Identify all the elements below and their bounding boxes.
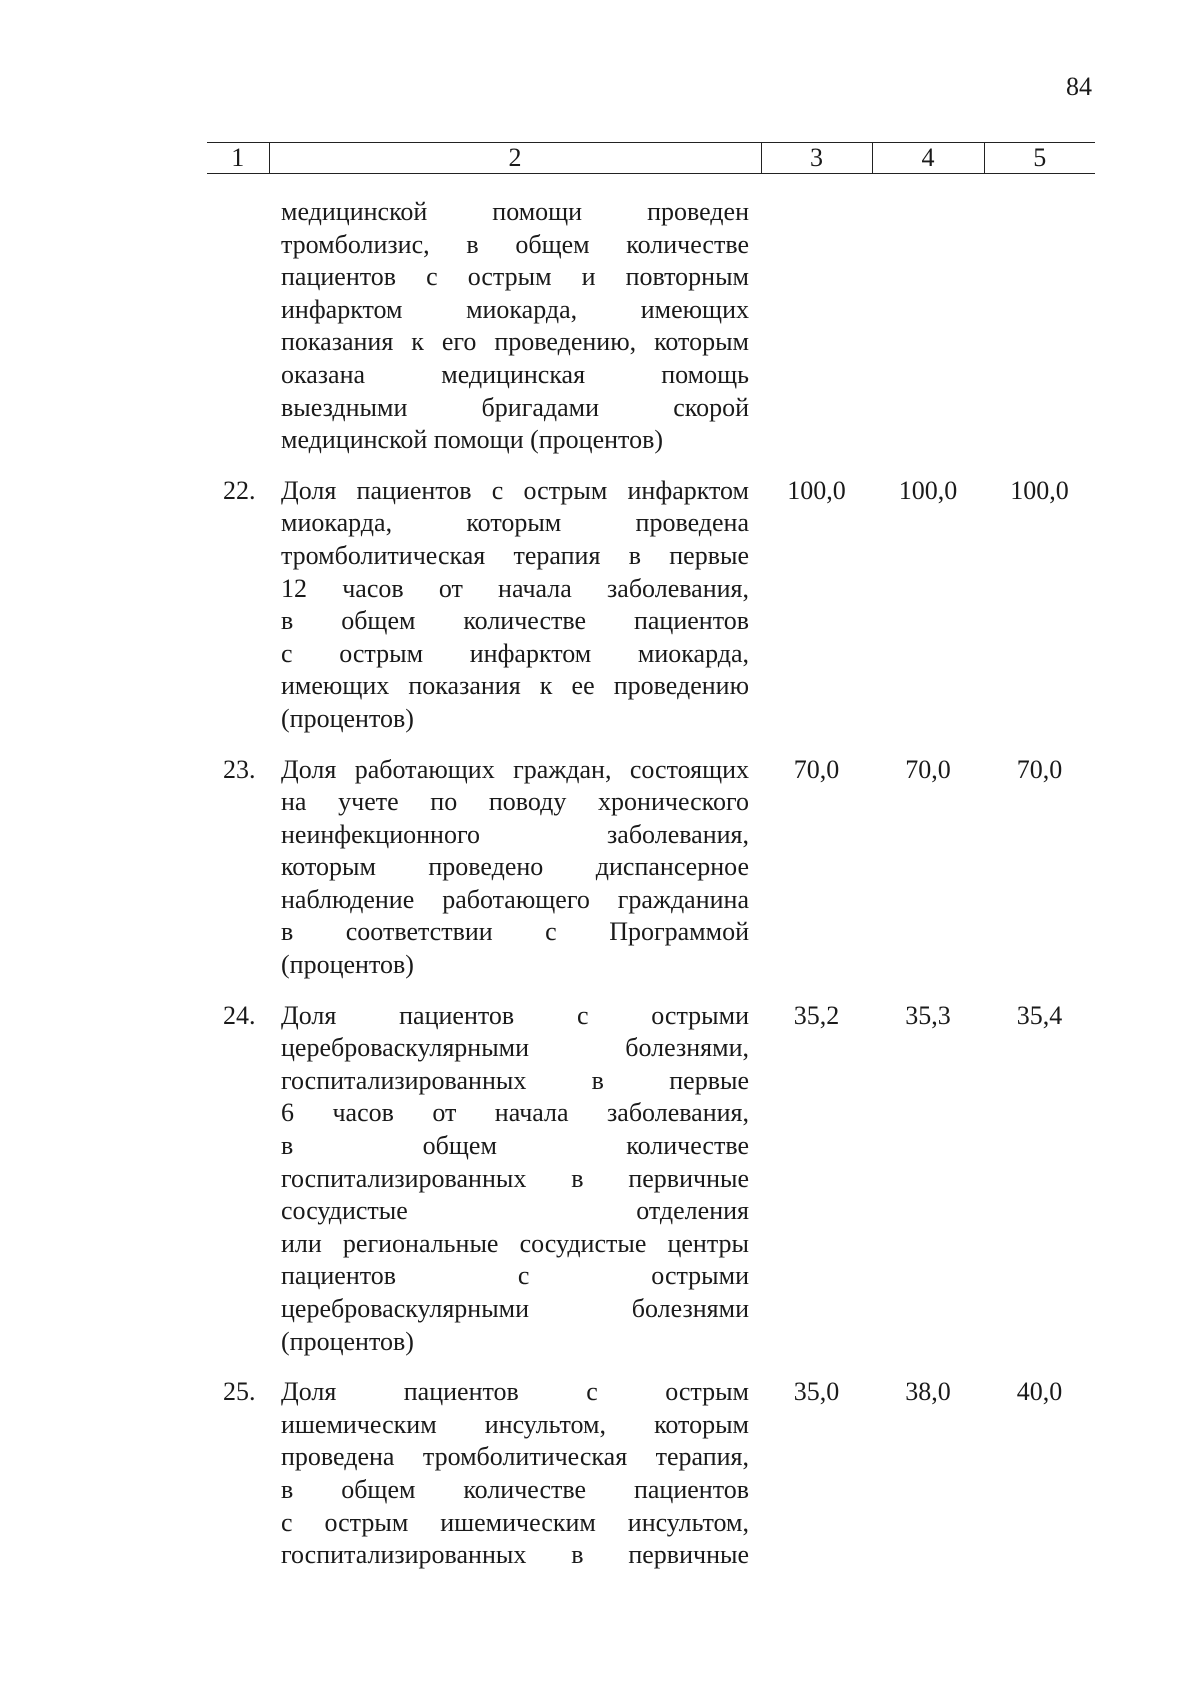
description-line-last: (процентов) [281,950,414,980]
description-line: наблюдение работающего гражданина [281,884,749,914]
description-line: госпитализированных в первичные [281,1540,749,1570]
table-row [207,1000,1095,1377]
row-number: 23. [223,754,256,784]
row-number: 24. [223,1000,256,1030]
description-line: 6 часов от начала заболевания, [281,1098,749,1128]
header-col-2: 2 [269,143,761,174]
description-line: пациентов с острым и повторным [281,262,749,292]
description-line: которым проведено диспансерное [281,852,749,882]
description-line: Доля работающих граждан, состоящих [281,754,749,784]
description-line: в соответствии с Программой [281,917,749,947]
value-col-5: 40,0 [1016,1377,1063,1407]
description-line: на учете по поводу хронического [281,787,749,817]
value-col-4: 100,0 [898,475,958,505]
value-col-4 [872,174,984,475]
description-line: тромболизис, в общем количестве [281,229,749,259]
description-line: госпитализированных в первые [281,1065,749,1095]
row-number [207,174,269,475]
description-line: цереброваскулярными болезнями [281,1294,749,1323]
description-line: Доля пациентов с острым [281,1377,749,1407]
description-line: с острым ишемическим инсультом, [281,1507,749,1537]
value-col-4: 38,0 [905,1377,951,1407]
value-col-5: 70,0 [1016,754,1063,784]
description-line: или региональные сосудистые центры [281,1228,749,1258]
value-col-5 [984,174,1095,475]
value-col-4: 35,3 [905,1000,951,1030]
value-col-3 [761,174,872,475]
description-line: с острым инфарктом миокарда, [281,638,749,668]
header-col-5: 5 [984,143,1095,174]
description-line: пациентов с острыми [281,1261,749,1291]
value-col-5: 100,0 [1010,475,1069,505]
header-col-4: 4 [872,143,984,174]
description-line: ишемическим инсультом, которым [281,1409,749,1439]
description-line: в общем количестве пациентов [281,1474,749,1504]
description-line: 12 часов от начала заболевания, [281,573,749,603]
description-line: оказана медицинская помощь [281,359,749,389]
description-line: проведена тромболитическая терапия, [281,1442,749,1472]
description-line: миокарда, которым проведена [281,508,749,538]
description-line: сосудистые отделения [281,1196,749,1226]
row-description [269,1000,761,1377]
value-col-5: 35,4 [1016,1000,1063,1030]
page-number: 84 [1066,72,1092,101]
description-line: показания к его проведению, которым [281,327,749,357]
table-row-continuation [207,174,1095,475]
row-description [269,754,761,1000]
description-line: Доля пациентов с острыми [281,1000,749,1030]
table-row [207,1376,1095,1590]
header-col-3: 3 [761,143,872,174]
description-line: тромболитическая терапия в первые [281,540,749,570]
description-line: госпитализированных в первичные [281,1163,749,1193]
description-line: Доля пациентов с острым инфарктом [281,475,749,505]
table-row [207,475,1095,754]
row-number: 22. [223,475,256,505]
header-col-1: 1 [207,143,269,174]
value-col-3: 70,0 [793,754,840,784]
description-line: в общем количестве пациентов [281,606,749,636]
description-line: неинфекционного заболевания, [281,819,749,849]
description-line: медицинской помощи проведен [281,197,749,226]
table-header-row [207,143,1095,174]
description-line-last: (процентов) [281,1326,414,1356]
description-line: выездными бригадами скорой [281,392,749,422]
value-col-3: 35,0 [793,1377,840,1407]
description-line: имеющих показания к ее проведению [281,671,749,701]
description-line: инфарктом миокарда, имеющих [281,294,749,324]
description-line: цереброваскулярными болезнями, [281,1033,749,1063]
row-description [269,174,761,475]
row-description [269,475,761,754]
value-col-3: 100,0 [787,475,846,505]
row-number: 25. [223,1377,256,1407]
table-row [207,754,1095,1000]
value-col-3: 35,2 [793,1000,840,1030]
indicators-table [207,142,1095,1590]
description-line: в общем количестве [281,1131,749,1161]
row-description [269,1376,761,1590]
description-line-last: медицинской помощи (процентов) [281,425,664,455]
description-line-last: (процентов) [281,703,414,733]
value-col-4: 70,0 [905,754,951,784]
